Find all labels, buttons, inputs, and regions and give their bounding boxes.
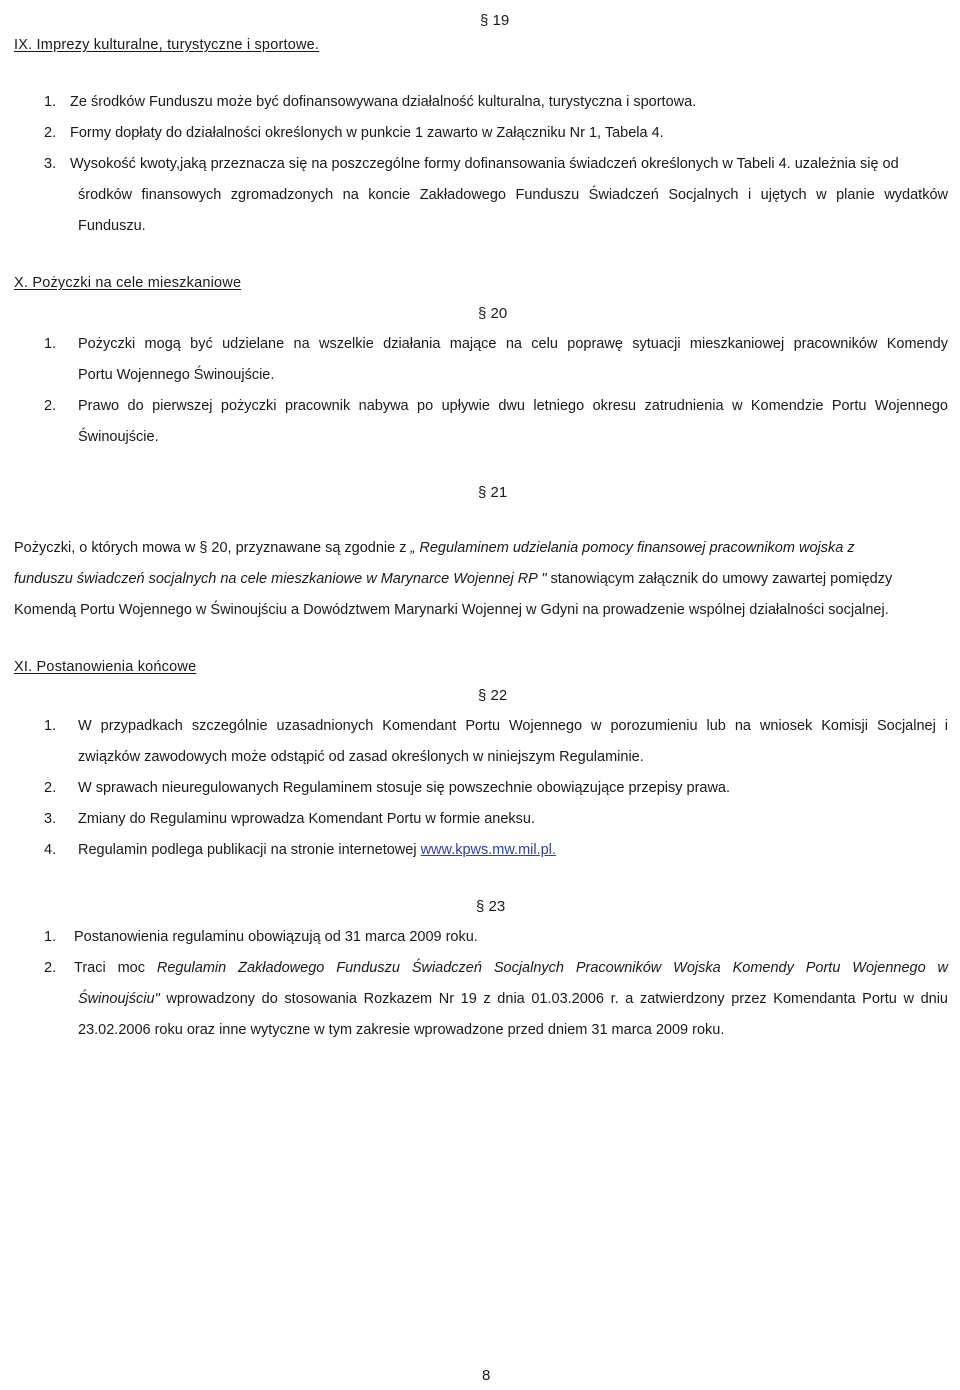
item-text	[74, 960, 948, 976]
p21-regulation-title: „ Regulaminem udzielania pomocy finansowej pracownikom wojska z	[410, 540, 855, 556]
p21-line-3: Komendą Portu Wojennego w Świnoujściu a Dowództwem Marynarki Wojennej w Gdyni na prowadzenie wspólnej działalności socjalnej.	[14, 602, 889, 618]
item-number: 1.	[44, 718, 57, 734]
item-text-continued: Portu Wojennego Świnoujście.	[78, 367, 275, 383]
item-text: W sprawach nieuregulowanych Regulaminem stosuje się powszechnie obowiązujące przepisy prawa.	[78, 780, 731, 796]
item-text: W przypadkach szczególnie uzasadnionych Komendant Portu Wojennego w porozumieniu lub na wniosek Komisji Socjalnej i	[78, 718, 948, 734]
item-number: 1.	[44, 929, 57, 945]
list-item	[44, 780, 730, 796]
item-text: Zmiany do Regulaminu wprowadza Komendant Portu w formie aneksu.	[78, 811, 535, 827]
paragraph-23: § 23	[476, 898, 506, 915]
paragraph-22: § 22	[478, 687, 508, 704]
item-text-continued: Świnoujście.	[78, 429, 159, 445]
item-text: wprowadzony do stosowania Rozkazem Nr 19 z dnia 01.03.2006 r. a zatwierdzony przez Komendanta Portu w dniu	[166, 991, 948, 1007]
item-text-continued: Funduszu.	[78, 218, 146, 234]
list-item	[44, 94, 696, 110]
repealed-regulation-title: Świnoujściu"	[78, 991, 160, 1007]
item-text: Wysokość kwoty,jaką przeznacza się na poszczególne formy dofinansowania świadczeń określonych w Tabeli 4. uzależnia się od	[70, 156, 899, 172]
item-text: Regulamin podlega publikacji na stronie internetowej	[78, 842, 417, 858]
list-item	[44, 156, 899, 172]
list-item	[44, 929, 478, 945]
paragraph-21: § 21	[478, 484, 508, 501]
list-item	[44, 811, 535, 827]
website-link[interactable]: www.kpws.mw.mil.pl.	[420, 842, 556, 858]
item-number: 1.	[44, 94, 57, 110]
item-number: 2.	[44, 398, 57, 414]
section-title-xi: XI. Postanowienia końcowe	[14, 659, 197, 675]
section-title-x: X. Pożyczki na cele mieszkaniowe	[14, 275, 242, 291]
p21-text: Pożyczki, o których mowa w § 20, przyznawane są zgodnie z	[14, 540, 407, 556]
item-number: 4.	[44, 842, 57, 858]
item-number: 2.	[44, 125, 57, 141]
p21-line-2	[14, 571, 892, 587]
item-text: Pożyczki mogą być udzielane na wszelkie działania mające na celu poprawę sytuacji mieszkaniowej pracowników Komendy	[78, 336, 948, 352]
item-text: Formy dopłaty do działalności określonych w punkcie 1 zawarto w Załączniku Nr 1, Tabela 4.	[70, 125, 664, 141]
item-number: 1.	[44, 336, 57, 352]
item-text-continued: 23.02.2006 roku oraz inne wytyczne w tym zakresie wprowadzone przed dniem 31 marca 2009 roku.	[78, 1022, 725, 1038]
item-number: 3.	[44, 811, 57, 827]
item-text: Prawo do pierwszej pożyczki pracownik nabywa po upływie dwu letniego okresu zatrudnienia w Komendzie Portu Wojennego	[78, 398, 948, 414]
item-text-lead: Traci moc	[74, 960, 145, 976]
item-number: 2.	[44, 960, 57, 976]
paragraph-20: § 20	[478, 305, 508, 322]
p21-text: stanowiącym załącznik do umowy zawartej pomiędzy	[550, 571, 893, 587]
list-item	[44, 842, 556, 858]
item-text-continued	[78, 991, 948, 1007]
item-text-continued: związków zawodowych może odstąpić od zasad określonych w niniejszym Regulaminie.	[78, 749, 644, 765]
item-number: 3.	[44, 156, 57, 172]
item-text: Ze środków Funduszu może być dofinansowywana działalność kulturalna, turystyczna i sportowa.	[70, 94, 697, 110]
section-title-ix: IX. Imprezy kulturalne, turystyczne i sportowe.	[14, 37, 320, 53]
item-number: 2.	[44, 780, 57, 796]
paragraph-19: § 19	[480, 12, 510, 29]
p21-line-1	[14, 540, 855, 556]
list-item	[44, 125, 664, 141]
repealed-regulation-title: Regulamin Zakładowego Funduszu Świadczeń Socjalnych Pracowników Wojska Komendy Portu Wojennego w	[156, 960, 949, 976]
item-text-continued: środków finansowych zgromadzonych na koncie Zakładowego Funduszu Świadczeń Socjalnych i ujętych w planie wydatków	[78, 187, 948, 203]
item-text: Postanowienia regulaminu obowiązują od 31 marca 2009 roku.	[74, 929, 478, 945]
p21-regulation-title: funduszu świadczeń socjalnych na cele mieszkaniowe w Marynarce Wojennej RP "	[14, 571, 547, 587]
page-number: 8	[482, 1367, 491, 1384]
